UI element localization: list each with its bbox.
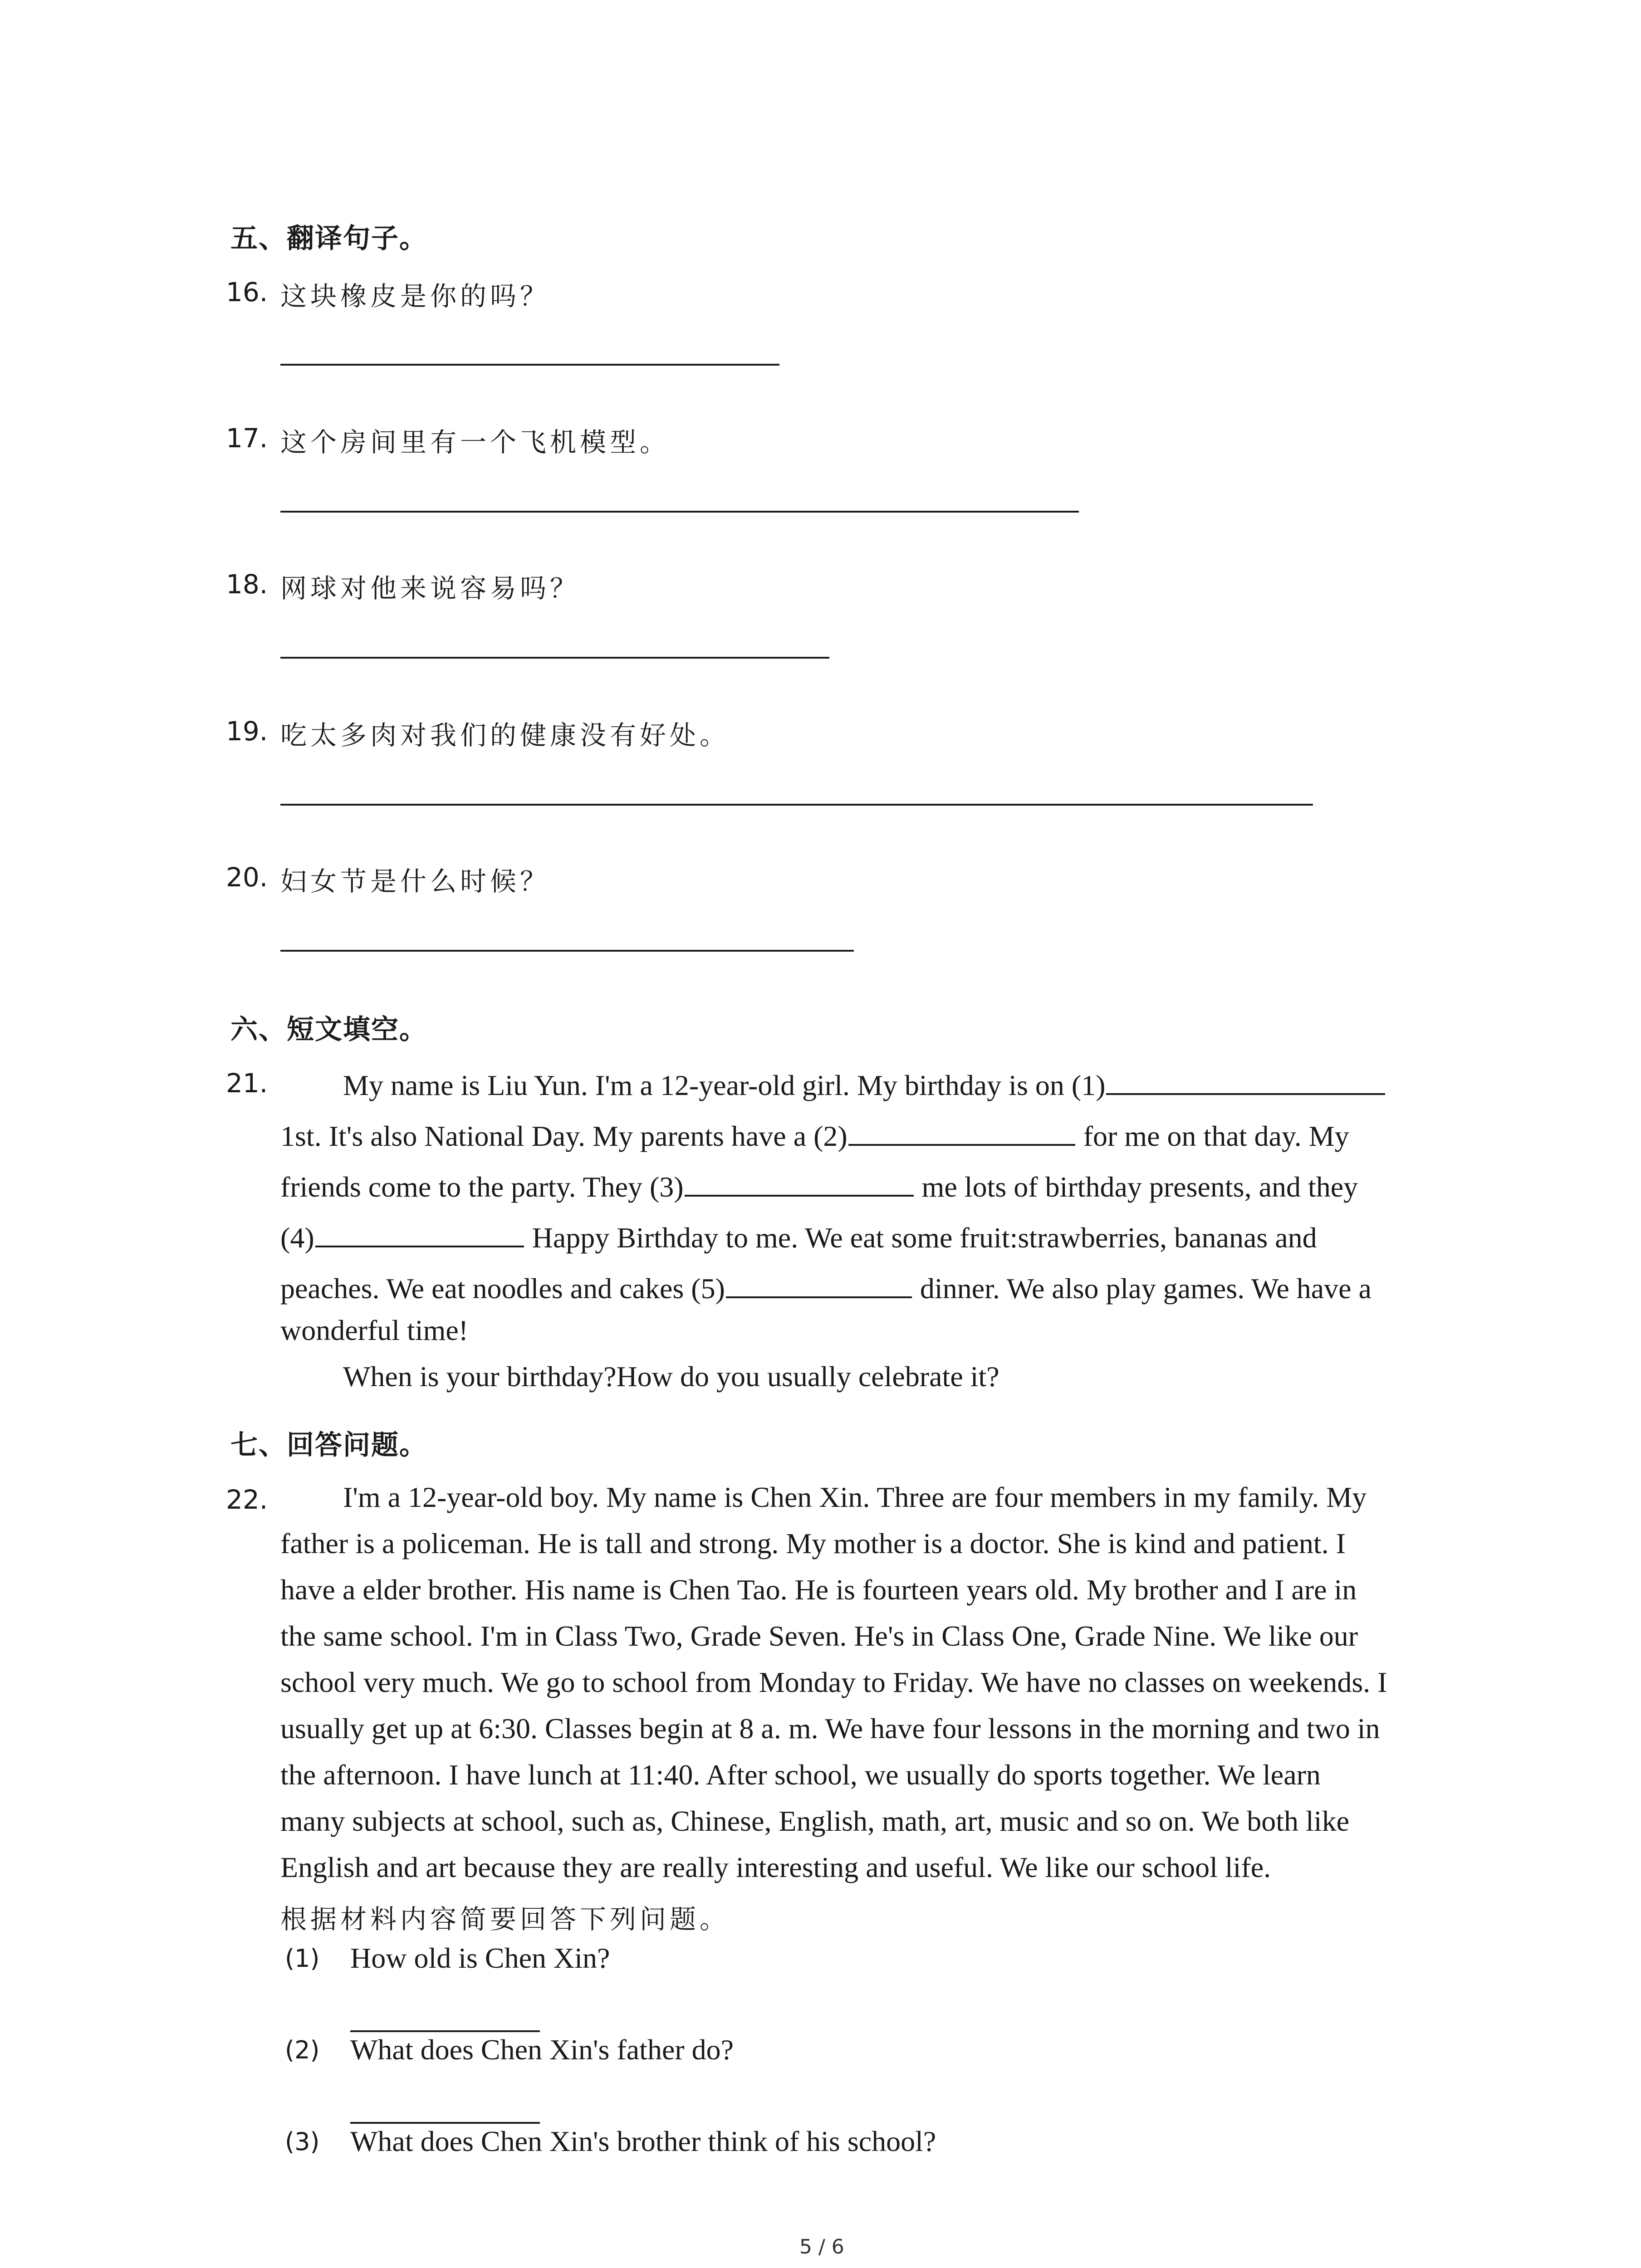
passage-line: have a elder brother. His name is Chen Tao. He is fourteen years old. My brother and I are in [280, 1574, 1357, 1606]
answer-line-sub-2[interactable] [350, 2122, 540, 2124]
page-number: 5 / 6 [799, 2235, 844, 2258]
cloze-line-4 [280, 1217, 1317, 1255]
blank-1[interactable] [1106, 1064, 1385, 1095]
answer-line-20[interactable] [280, 950, 854, 952]
blank-4[interactable] [315, 1217, 524, 1247]
cloze-question: When is your birthday?How do you usually celebrate it? [343, 1360, 999, 1393]
cloze-text: dinner. We also play games. We have a [912, 1272, 1372, 1305]
blank-3[interactable] [685, 1166, 914, 1197]
blank-2[interactable] [848, 1115, 1075, 1146]
answer-line-18[interactable] [280, 657, 829, 659]
subquestion-1-number: (1) [285, 1944, 320, 1973]
question-16-number: 16. [226, 277, 268, 308]
answer-line-16[interactable] [280, 364, 779, 366]
cloze-text: (4) [280, 1222, 314, 1254]
question-17-text: 这个房间里有一个飞机模型。 [280, 427, 670, 458]
answer-instruction: 根据材料内容简要回答下列问题。 [280, 1904, 730, 1935]
cloze-text: Happy Birthday to me. We eat some fruit:strawberries, bananas and [524, 1222, 1317, 1254]
subquestion-2-text: What does Chen Xin's father do? [350, 2033, 734, 2066]
question-19-number: 19. [226, 716, 268, 747]
cloze-text: 1st. It's also National Day. My parents have a (2) [280, 1120, 847, 1152]
question-22-number: 22. [226, 1484, 268, 1515]
question-21-number: 21. [226, 1068, 268, 1099]
passage-line: the same school. I'm in Class Two, Grade Seven. He's in Class One, Grade Nine. We like our [280, 1620, 1358, 1652]
question-18-text: 网球对他来说容易吗？ [280, 573, 580, 604]
section-6-title: 六、短文填空。 [230, 1014, 427, 1046]
subquestion-3-number: (3) [285, 2127, 320, 2156]
cloze-text: peaches. We eat noodles and cakes (5) [280, 1272, 725, 1305]
section-5-title: 五、翻译句子。 [230, 223, 427, 254]
answer-line-19[interactable] [280, 804, 1313, 806]
cloze-line-6: wonderful time! [280, 1314, 469, 1346]
passage-line: the afternoon. I have lunch at 11:40. After school, we usually do sports together. We learn [280, 1759, 1321, 1791]
passage-line: father is a policeman. He is tall and strong. My mother is a doctor. She is kind and patient. I [280, 1527, 1346, 1559]
subquestion-1-text: How old is Chen Xin? [350, 1942, 610, 1974]
answer-line-sub-1[interactable] [350, 2030, 540, 2032]
answer-line-17[interactable] [280, 511, 1079, 513]
question-18-number: 18. [226, 569, 268, 600]
question-19-text: 吃太多肉对我们的健康没有好处。 [280, 720, 730, 751]
question-20-number: 20. [226, 862, 268, 893]
cloze-line-3 [280, 1166, 1358, 1204]
cloze-text: for me on that day. My [1076, 1120, 1349, 1152]
cloze-text: me lots of birthday presents, and they [914, 1171, 1358, 1203]
question-17-number: 17. [226, 423, 268, 454]
subquestion-3-text: What does Chen Xin's brother think of his school? [350, 2125, 936, 2157]
cloze-text: friends come to the party. They (3) [280, 1171, 684, 1203]
blank-5[interactable] [726, 1267, 912, 1298]
subquestion-2-number: (2) [285, 2036, 320, 2064]
cloze-line-5 [280, 1267, 1372, 1305]
cloze-text: My name is Liu Yun. I'm a 12-year-old girl. My birthday is on (1) [343, 1069, 1106, 1101]
section-7-title: 七、回答问题。 [230, 1429, 427, 1461]
passage-line: I'm a 12-year-old boy. My name is Chen Xin. Three are four members in my family. My [343, 1481, 1367, 1513]
cloze-line-1 [343, 1064, 1386, 1102]
passage-line: usually get up at 6:30. Classes begin at 8 a. m. We have four lessons in the morning and two in [280, 1712, 1380, 1745]
question-20-text: 妇女节是什么时候？ [280, 866, 550, 897]
passage-line: English and art because they are really interesting and useful. We like our school life. [280, 1851, 1271, 1883]
question-16-text: 这块橡皮是你的吗？ [280, 281, 550, 312]
passage-line: many subjects at school, such as, Chinese, English, math, art, music and so on. We both like [280, 1805, 1349, 1837]
passage-line: school very much. We go to school from Monday to Friday. We have no classes on weekends. I [280, 1666, 1387, 1698]
cloze-line-2 [280, 1115, 1349, 1153]
